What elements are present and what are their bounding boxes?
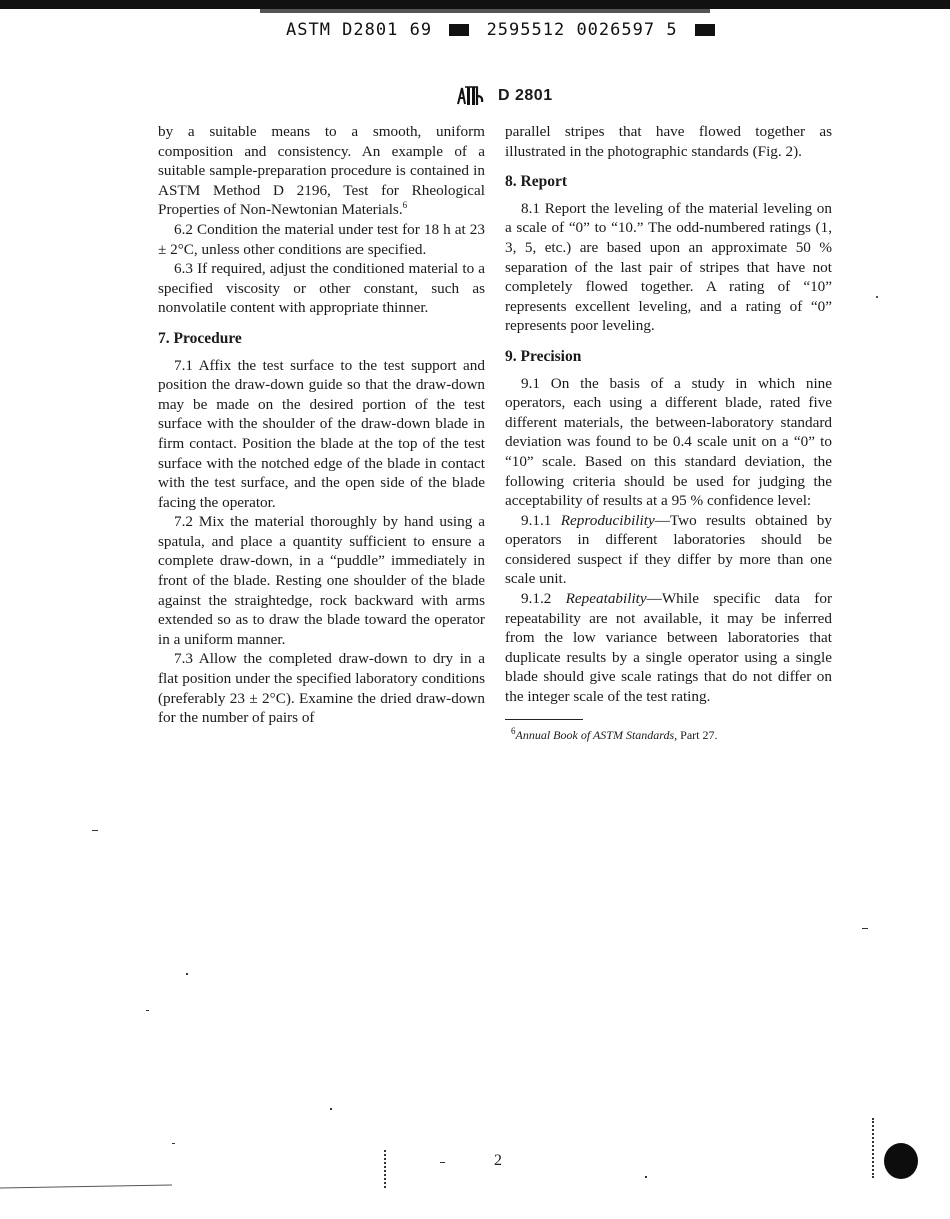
scan-speck bbox=[440, 1162, 445, 1163]
document-number: D 2801 bbox=[498, 87, 553, 104]
paragraph-6-3: 6.3 If required, adjust the conditioned material to a specified viscosity or other constant, such as nonvolatile content with appropriate thinner. bbox=[158, 260, 485, 317]
astm-logo-icon bbox=[456, 84, 484, 108]
right-column bbox=[505, 122, 832, 742]
scan-speck bbox=[186, 973, 188, 975]
paragraph-9-1: 9.1 On the basis of a study in which nine operators, each using a different blade, rated five different materials, the between-laboratory standard deviation was found to be 0.4 scale unit on a “0” to “10” scale. Based on this standard deviation, the following criteria should be used for judging the acceptability of results at a 95 % confidence level: bbox=[505, 374, 832, 510]
clause-term-reproducibility: Reproducibility bbox=[560, 511, 655, 529]
paragraph-9-1-2 bbox=[505, 589, 832, 707]
clause-term-repeatability: Repeatability bbox=[565, 590, 647, 608]
top-scan-shade bbox=[260, 9, 710, 13]
scan-speck bbox=[862, 928, 868, 929]
footnote-number: 6 bbox=[511, 725, 516, 736]
footnote-reference: 6 bbox=[402, 200, 408, 211]
top-scan-bar bbox=[0, 0, 950, 9]
paragraph-8-1: 8.1 Report the leveling of the material leveling on a scale of “0” to “10.” The odd-numbered ratings (1, 3, 5, etc.) are based upon an approximate 50 % separation of the last pair of stripes that have not completely flowed together. A rating of “10” represents excellent leveling, and a rating of “0” represents poor leveling. bbox=[505, 199, 832, 335]
scan-artifact bbox=[384, 1150, 392, 1188]
scan-speck bbox=[330, 1108, 332, 1110]
paragraph-7-2: 7.2 Mix the material thoroughly by hand using a spatula, and place a quantity sufficient to ensure a complete draw-down, in a “puddle” immediately in front of the blade. Resting one shoulder of the blade against the straightedge, rock backward with arms extended so as to draw the blade toward the operator in a uniform manner. bbox=[158, 513, 485, 648]
scan-speck bbox=[876, 296, 878, 298]
scan-artifact bbox=[872, 1118, 878, 1178]
header-code-part1: ASTM D2801 69 bbox=[286, 20, 433, 40]
header-block-mark-end bbox=[695, 24, 715, 36]
section-heading-report: 8. Report bbox=[505, 173, 567, 191]
paragraph-7-3: 7.3 Allow the completed draw-down to dry in a flat position under the specified laboratory conditions (preferably 23 ± 2°C). Examine the dried draw-down for the number of pairs of bbox=[158, 650, 485, 727]
footnote-title: Annual Book of ASTM Standards, bbox=[515, 727, 678, 742]
clause-text: —While specific data for repeatability are not available, it may be inferred from the low variance between laboratories that duplicate results by a single operator using a single blade should give scale ratings that do not differ on the integer scale of the test rating. bbox=[505, 590, 832, 706]
clause-text: —Two results obtained by operators in different laboratories should be considered suspect if they differ by more than one scale unit. bbox=[505, 511, 832, 588]
paragraph-6-2: 6.2 Condition the material under test for 18 h at 23 ± 2°C, unless other conditions are specified. bbox=[158, 220, 485, 258]
page-number: 2 bbox=[494, 1152, 502, 1169]
footnote bbox=[505, 725, 832, 742]
header-block-mark bbox=[449, 24, 469, 36]
scan-speck bbox=[92, 830, 98, 831]
document-heading bbox=[456, 84, 553, 108]
paragraph-9-1-1 bbox=[505, 511, 832, 589]
scan-edge-line bbox=[0, 1184, 172, 1188]
astm-header-code bbox=[286, 20, 706, 40]
section-heading-precision: 9. Precision bbox=[505, 347, 582, 365]
paragraph-intro bbox=[158, 122, 485, 220]
paragraph-7-1: 7.1 Affix the test surface to the test support and position the draw-down guide so that the draw-down may be made on the desired portion of the test surface with the shoulder of the draw-down blade in firm contact. Position the blade at the top of the test surface with the notched edge of the blade in contact with the test surface, and the open side of the blade facing the operator. bbox=[158, 356, 485, 511]
scan-blot bbox=[884, 1143, 918, 1179]
section-heading-procedure: 7. Procedure bbox=[158, 329, 242, 347]
clause-number: 9.1.2 bbox=[521, 590, 552, 608]
scan-speck bbox=[146, 1010, 149, 1011]
paragraph-continued: parallel stripes that have flowed together as illustrated in the photographic standards (Fig. 2). bbox=[505, 123, 832, 160]
left-column bbox=[158, 122, 485, 728]
paragraph-intro-text: by a suitable means to a smooth, uniform composition and consistency. An example of a suitable sample-preparation procedure is contained in ASTM Method D 2196, Test for Rheological Properties of Non-Newtonian Materials. bbox=[158, 123, 485, 219]
footnote-divider bbox=[505, 719, 583, 720]
scan-speck bbox=[172, 1143, 175, 1144]
header-code-part2: 2595512 0026597 5 bbox=[486, 20, 678, 40]
scan-speck bbox=[645, 1176, 647, 1178]
clause-number: 9.1.1 bbox=[521, 511, 552, 529]
footnote-part: Part 27. bbox=[680, 727, 718, 742]
